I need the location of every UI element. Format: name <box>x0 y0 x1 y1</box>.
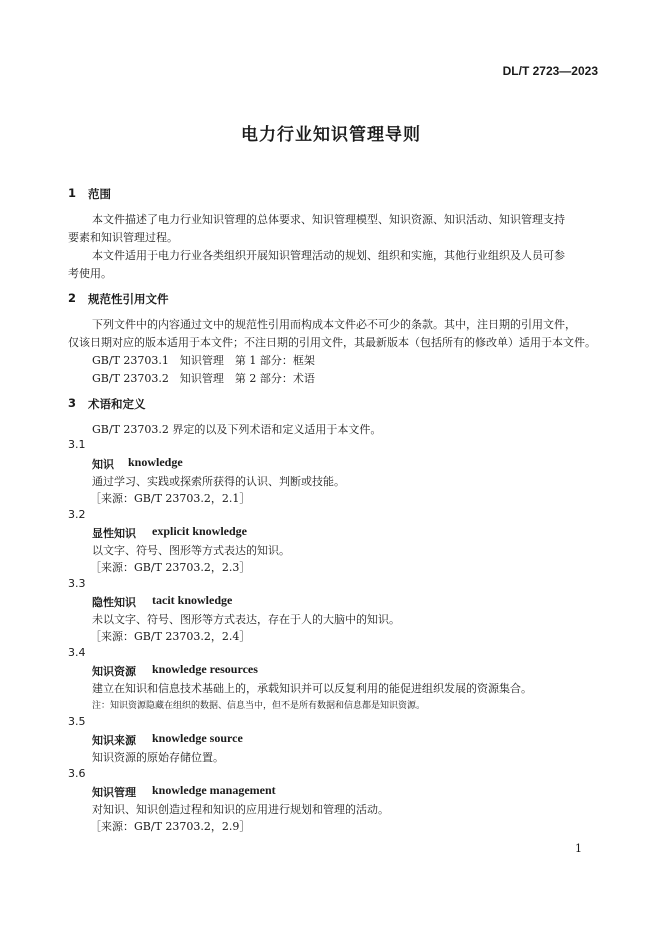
term-name-zh: 知识资源 <box>92 665 136 678</box>
term-source: ［来源：GB/T 23703.2，2.4］ <box>90 630 251 643</box>
term-name-zh: 知识管理 <box>92 786 136 799</box>
section-2-intro-line-2: 仅该日期对应的版本适用于本文件；不注日期的引用文件，其最新版本（包括所有的修改单）适用于本文件。 <box>68 336 596 349</box>
term-note: 注：知识资源隐藏在组织的数据、信息当中，但不是所有数据和信息都是知识资源。 <box>92 701 426 711</box>
term-name-en: knowledge source <box>152 731 243 745</box>
term-definition: 以文字、符号、图形等方式表达的知识。 <box>92 544 290 557</box>
section-3-heading: 术语和定义 <box>88 397 146 411</box>
term-definition: 通过学习、实践或探索所获得的认识、判断或技能。 <box>92 475 345 488</box>
term-number: 3.5 <box>68 715 86 728</box>
section-2-number: 2 <box>68 291 77 305</box>
reference-1: GB/T 23703.1 知识管理 第 1 部分：框架 <box>92 354 315 367</box>
section-1-para-2-line-1: 本文件适用于电力行业各类组织开展知识管理活动的规划、组织和实施，其他行业组织及人员可参 <box>92 249 565 262</box>
section-1-para-1-line-1: 本文件描述了电力行业知识管理的总体要求、知识管理模型、知识资源、知识活动、知识管理支持 <box>92 213 565 226</box>
term-definition: 建立在知识和信息技术基础上的，承载知识并可以反复利用的能促进组织发展的资源集合。 <box>92 682 532 695</box>
term-definition: 知识资源的原始存储位置。 <box>92 751 224 764</box>
term-number: 3.1 <box>68 438 86 451</box>
page-number: 1 <box>575 842 582 855</box>
document-title: 电力行业知识管理导则 <box>241 125 421 145</box>
term-name-zh: 知识来源 <box>92 734 136 747</box>
term-name-en: knowledge management <box>152 783 276 797</box>
section-1-number: 1 <box>68 186 77 200</box>
term-name-en: tacit knowledge <box>152 593 233 607</box>
term-number: 3.6 <box>68 767 86 780</box>
term-name-zh: 隐性知识 <box>92 596 136 609</box>
section-1-heading: 范围 <box>88 187 111 201</box>
standard-code: DL/T 2723—2023 <box>502 64 598 78</box>
term-name-zh: 知识 <box>92 458 114 471</box>
section-2-intro-line-1: 下列文件中的内容通过文中的规范性引用而构成本文件必不可少的条款。其中，注日期的引用文件， <box>92 318 576 331</box>
term-source: ［来源：GB/T 23703.2，2.1］ <box>90 492 251 505</box>
section-1-para-2-line-2: 考使用。 <box>68 267 112 280</box>
term-name-en: explicit knowledge <box>152 524 247 538</box>
term-number: 3.2 <box>68 508 86 521</box>
section-2-heading: 规范性引用文件 <box>88 292 169 306</box>
section-3-number: 3 <box>68 396 77 410</box>
term-definition: 未以文字、符号、图形等方式表达，存在于人的大脑中的知识。 <box>92 613 400 626</box>
term-definition: 对知识、知识创造过程和知识的应用进行规划和管理的活动。 <box>92 803 389 816</box>
term-number: 3.4 <box>68 646 86 659</box>
section-3-intro: GB/T 23703.2 界定的以及下列术语和定义适用于本文件。 <box>92 423 382 436</box>
term-source: ［来源：GB/T 23703.2，2.9］ <box>90 820 251 833</box>
term-name-zh: 显性知识 <box>92 527 136 540</box>
reference-2: GB/T 23703.2 知识管理 第 2 部分：术语 <box>92 372 315 385</box>
term-source: ［来源：GB/T 23703.2，2.3］ <box>90 561 251 574</box>
term-name-en: knowledge <box>128 455 183 469</box>
term-name-en: knowledge resources <box>152 662 258 676</box>
section-1-para-1-line-2: 要素和知识管理过程。 <box>68 231 178 244</box>
term-number: 3.3 <box>68 577 86 590</box>
